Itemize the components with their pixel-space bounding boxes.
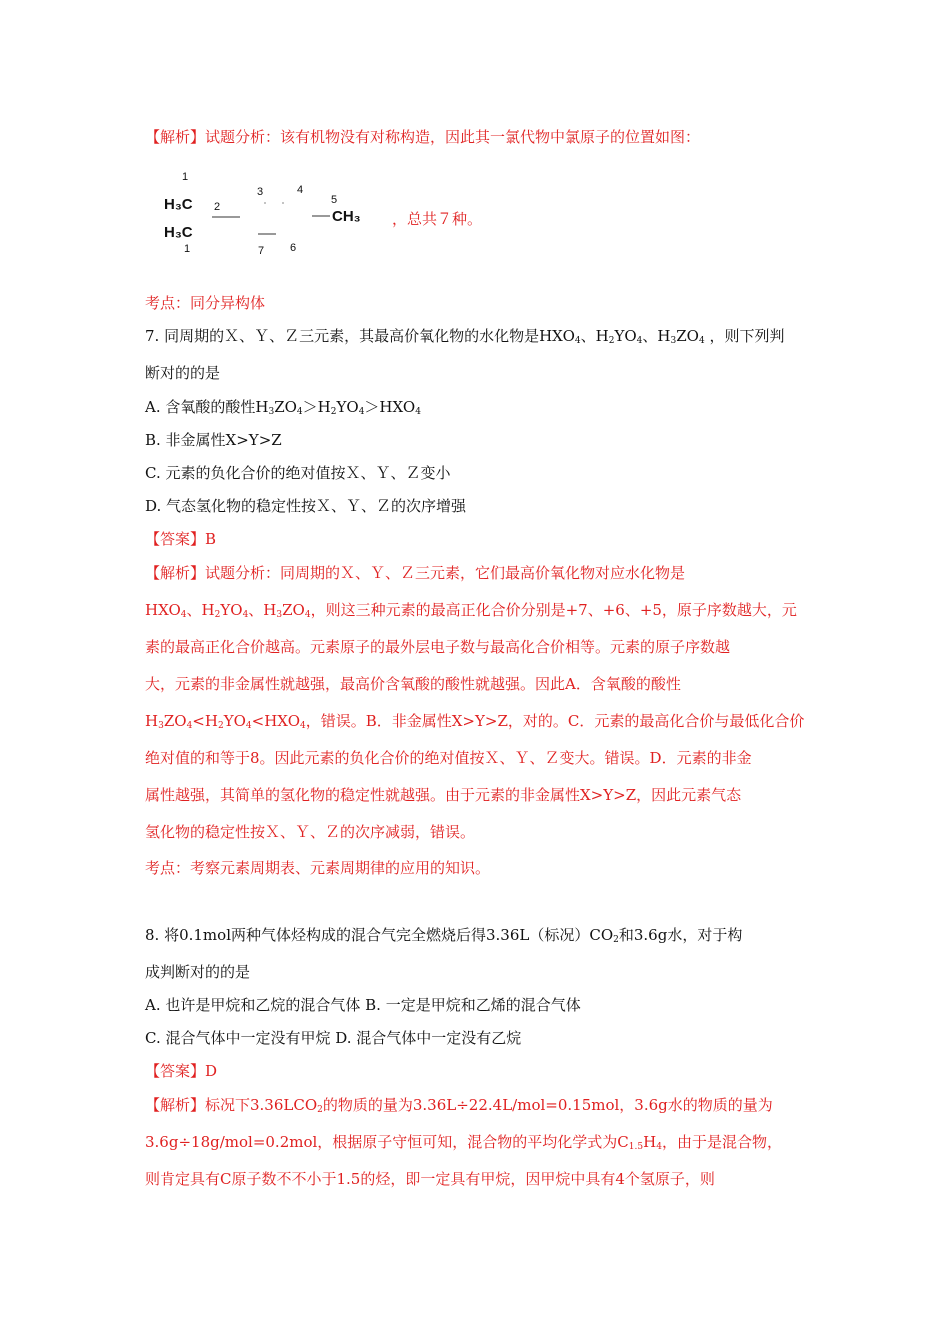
- structure-diagram: [160, 168, 400, 260]
- q7-kaodian: 考点：考察元素周期表、元素周期律的应用的知识。: [145, 859, 491, 877]
- q7-analysis-line-2: $HXO_4$、$H_2YO_4$、$H_3ZO_4$，则这三种元素的最高正化合价分别是+7、+6、+5，原子序数越大，元: [145, 601, 797, 620]
- chlorination-position-structure: [160, 168, 400, 260]
- analysis-text: 试题分析：该有机物没有对称构造，因此其一氯代物中氯原子的位置如图：: [205, 128, 701, 146]
- q7-analysis-line-6: 绝对值的和等于8。因此元素的负化合价的绝对值按Ｘ、Ｙ、Ｚ变大。错误。D．元素的非金: [145, 749, 752, 767]
- q7-analysis-line-5: $H_3ZO_4<H_2YO_4<HXO_4$，错误。B．非金属性X>Y>Z，对的。C．元素的最高化合价与最低化合价: [145, 712, 805, 731]
- position-number-4: 4: [297, 184, 304, 196]
- q7-option-a: A. 含氧酸的酸性$H_3ZO_4>H_2YO_4>HXO_4$: [145, 398, 421, 417]
- q8-options-row-2: C. 混合气体中一定没有甲烷 D. 混合气体中一定没有乙烷: [145, 1029, 522, 1047]
- q8-answer: 【答案】D: [145, 1062, 218, 1080]
- q7-stem-line-2: 断对的的是: [145, 364, 221, 382]
- q8-analysis-line-3: 则肯定具有C原子数不不小于1.5的烃，即一定具有甲烷，因甲烷中具有4个氢原子，则: [145, 1170, 715, 1188]
- group-ch3: CH₃: [332, 208, 361, 225]
- group-h3c-bottom: H₃C: [164, 224, 193, 241]
- position-number-6: 6: [290, 242, 297, 254]
- q7-answer: 【答案】B: [145, 530, 217, 548]
- group-h3c-top: H₃C: [164, 196, 193, 213]
- analysis-bracket-label: 【解析】: [145, 128, 206, 146]
- q8-stem-line-2: 成判断对的的是: [145, 963, 251, 981]
- q8-stem-line-1: 8. 将0.1mol两种气体烃构成的混合气完全燃烧后得3.36L（标况）$CO_2$和3.6g水，对于构: [145, 926, 743, 945]
- isomer-total: ，总共７种。: [392, 210, 483, 228]
- position-number-3: 3: [257, 186, 264, 198]
- position-number-1-bottom: 1: [184, 243, 191, 255]
- q7-option-b: B. 非金属性X>Y>Z: [145, 431, 282, 449]
- position-number-2: 2: [214, 201, 221, 213]
- q7-analysis-line-8: 氢化物的稳定性按Ｘ、Ｙ、Ｚ的次序减弱，错误。: [145, 823, 476, 841]
- q8-analysis-line-2: 3.6g÷18g/mol=0.2mol，根据原子守恒可知，混合物的平均化学式为$C_{1.5}H_4$，由于是混合物，: [145, 1133, 782, 1152]
- intro-analysis-line: [145, 126, 700, 148]
- q7-analysis-line-7: 属性越强，其简单的氢化物的稳定性就越强。由于元素的非金属性X>Y>Z，因此元素气态: [145, 786, 742, 804]
- kaodian-intro: 考点：同分异构体: [145, 294, 266, 312]
- q7-analysis-line-4: 大，元素的非金属性就越强，最高价含氧酸的酸性就越强。因此A．含氧酸的酸性: [145, 675, 681, 693]
- position-number-5: 5: [331, 194, 338, 206]
- q7-analysis-line-3: 素的最高正化合价越高。元素原子的最外层电子数与最高化合价相等。元素的原子序数越: [145, 638, 731, 656]
- q7-analysis-line-1: 【解析】试题分析：同周期的Ｘ、Ｙ、Ｚ三元素，它们最高价氧化物对应水化物是: [145, 564, 686, 582]
- q8-analysis-line-1: 【解析】标况下$3.36LCO_2$的物质的量为3.36L÷22.4L/mol=0.15mol，3.6g水的物质的量为: [145, 1096, 773, 1115]
- q7-option-c: C. 元素的负化合价的绝对值按Ｘ、Ｙ、Ｚ变小: [145, 464, 451, 482]
- position-number-1-top: 1: [182, 171, 189, 183]
- q8-options-row-1: A. 也许是甲烷和乙烷的混合气体 B. 一定是甲烷和乙烯的混合气体: [145, 996, 581, 1014]
- position-number-7: 7: [258, 245, 265, 257]
- q7-stem-line-1: 7. 同周期的Ｘ、Ｙ、Ｚ三元素，其最高价氧化物的水化物是$HXO_4$、$H_2YO_4$、$H_3ZO_4$ ，则下列判: [145, 327, 785, 346]
- q7-option-d: D. 气态氢化物的稳定性按Ｘ、Ｙ、Ｚ的次序增强: [145, 497, 467, 515]
